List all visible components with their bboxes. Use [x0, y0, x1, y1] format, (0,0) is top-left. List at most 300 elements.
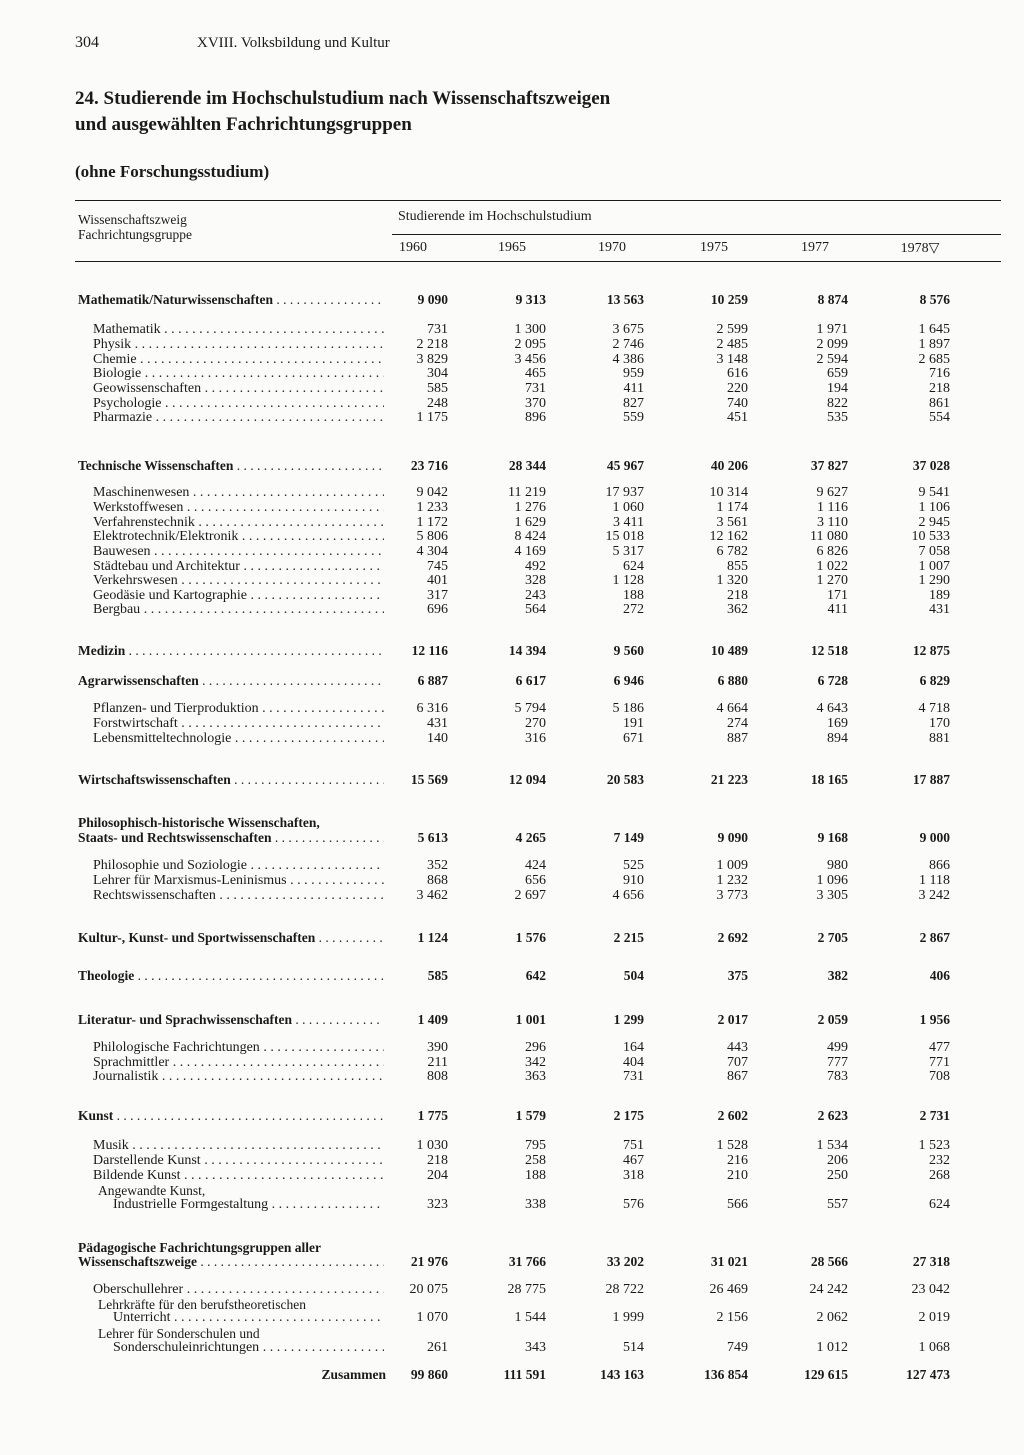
cell-value: 390	[427, 1040, 448, 1055]
cell-value: 1 012	[816, 1340, 848, 1355]
cell-value: 6 946	[613, 673, 644, 688]
cell-value: 1 233	[416, 500, 448, 515]
cell-value: 12 162	[709, 529, 748, 544]
cell-value: 216	[727, 1153, 748, 1168]
cell-value: 740	[727, 396, 748, 411]
table-row	[0, 292, 1024, 308]
cell-value: 451	[727, 410, 748, 425]
cell-value: 1 528	[716, 1138, 748, 1153]
page-number: 304	[75, 34, 99, 51]
cell-value: 492	[525, 559, 546, 574]
cell-value: 2 215	[613, 930, 644, 945]
cell-value: 585	[427, 381, 448, 396]
cell-value: 749	[727, 1340, 748, 1355]
cell-value: 3 462	[416, 888, 448, 903]
cell-value: 7 149	[613, 830, 644, 845]
cell-value: 1 579	[515, 1108, 546, 1123]
cell-value: 564	[525, 602, 546, 617]
cell-value: 1 096	[816, 873, 848, 888]
cell-value: 248	[427, 396, 448, 411]
cell-value: 1 999	[612, 1310, 644, 1325]
cell-value: 557	[827, 1197, 848, 1212]
table-row	[0, 602, 1024, 618]
cell-value: 771	[929, 1055, 950, 1070]
cell-value: 188	[623, 588, 644, 603]
table-row	[0, 701, 1024, 717]
cell-value: 4 664	[716, 701, 748, 716]
cell-value: 910	[623, 873, 644, 888]
cell-value: 2 017	[717, 1012, 748, 1027]
cell-value: 2 945	[918, 515, 950, 530]
cell-value: 1 270	[816, 573, 848, 588]
cell-value: 318	[623, 1168, 644, 1183]
cell-value: 4 386	[612, 352, 644, 367]
cell-value: 136 854	[704, 1367, 748, 1382]
cell-value: 210	[727, 1168, 748, 1183]
cell-value: 129 615	[804, 1367, 848, 1382]
cell-value: 3 411	[613, 515, 644, 530]
cell-value: 6 617	[515, 673, 546, 688]
row-label: Sonderschuleinrichtungen . . .	[113, 1340, 384, 1356]
column-group-rule	[392, 234, 1001, 235]
cell-value: 12 518	[810, 643, 848, 658]
cell-value: 218	[727, 588, 748, 603]
cell-value: 15 569	[410, 772, 448, 787]
year-header: 1965	[498, 240, 526, 255]
cell-value: 11 080	[810, 529, 848, 544]
cell-value: 12 116	[411, 643, 448, 658]
cell-value: 11 219	[508, 485, 546, 500]
year-header: 1978▽	[900, 241, 940, 256]
row-label: Musik . . .	[93, 1138, 384, 1154]
cell-value: 243	[525, 588, 546, 603]
row-label: Technische Wissenschaften . . .	[78, 458, 384, 474]
cell-value: 1 172	[416, 515, 448, 530]
row-label: Kultur-, Kunst- und Sportwissenschaften . . .	[78, 930, 384, 946]
cell-value: 2 062	[816, 1310, 848, 1325]
row-label: Unterricht . . .	[113, 1310, 384, 1326]
table-row	[0, 731, 1024, 747]
row-label: Agrarwissenschaften . . .	[78, 673, 384, 689]
cell-value: 6 826	[816, 544, 848, 559]
cell-value: 189	[929, 588, 950, 603]
cell-value: 8 424	[514, 529, 546, 544]
table-row	[0, 410, 1024, 426]
cell-value: 2 692	[717, 930, 748, 945]
cell-value: 5 317	[612, 544, 644, 559]
cell-value: 1 124	[417, 930, 448, 945]
table-total-row	[0, 1367, 1024, 1383]
cell-value: 23 716	[410, 458, 448, 473]
table-row	[0, 772, 1024, 788]
row-label: Philologische Fachrichtungen . . .	[93, 1040, 384, 1056]
cell-value: 204	[427, 1168, 448, 1183]
cell-value: 18 165	[810, 772, 848, 787]
cell-value: 21 223	[710, 772, 748, 787]
cell-value: 559	[623, 410, 644, 425]
running-head	[75, 34, 390, 52]
cell-value: 24 242	[809, 1282, 848, 1297]
stub-header	[78, 212, 192, 242]
cell-value: 2 602	[717, 1108, 748, 1123]
cell-value: 37 827	[810, 458, 848, 473]
cell-value: 6 880	[717, 673, 748, 688]
cell-value: 1 116	[817, 500, 848, 515]
cell-value: 1 971	[816, 322, 848, 337]
cell-value: 4 718	[918, 701, 950, 716]
row-label: Bauwesen . . .	[93, 544, 384, 560]
cell-value: 28 722	[605, 1282, 644, 1297]
year-header: 1975	[700, 240, 728, 255]
row-label: Theologie . . .	[78, 968, 384, 984]
cell-value: 188	[525, 1168, 546, 1183]
cell-value: 1 001	[515, 1012, 546, 1027]
cell-value: 465	[525, 366, 546, 381]
cell-value: 411	[827, 602, 848, 617]
cell-value: 99 860	[410, 1367, 448, 1382]
cell-value: 316	[525, 731, 546, 746]
table-row	[0, 1153, 1024, 1169]
row-label: Verfahrenstechnik . . .	[93, 515, 384, 531]
cell-value: 716	[929, 366, 950, 381]
cell-value: 867	[727, 1069, 748, 1084]
cell-value: 2 095	[514, 337, 546, 352]
table-row	[0, 573, 1024, 589]
row-label: Sprachmittler . . .	[93, 1055, 384, 1071]
cell-value: 1 175	[416, 410, 448, 425]
cell-value: 2 867	[919, 930, 950, 945]
cell-value: 566	[727, 1197, 748, 1212]
cell-value: 218	[929, 381, 950, 396]
cell-value: 194	[827, 381, 848, 396]
year-header: 1960	[399, 240, 427, 255]
cell-value: 317	[427, 588, 448, 603]
cell-value: 143 163	[600, 1367, 644, 1382]
cell-value: 861	[929, 396, 950, 411]
cell-value: 504	[623, 968, 644, 983]
cell-value: 411	[623, 381, 644, 396]
cell-value: 1 645	[918, 322, 950, 337]
cell-value: 642	[525, 968, 546, 983]
cell-value: 211	[427, 1055, 448, 1070]
cell-value: 514	[623, 1340, 644, 1355]
cell-value: 2 697	[514, 888, 546, 903]
table-row	[0, 366, 1024, 382]
cell-value: 1 106	[918, 500, 950, 515]
cell-value: 431	[929, 602, 950, 617]
cell-value: 33 202	[606, 1254, 644, 1269]
row-label: Geowissenschaften . . .	[93, 381, 384, 397]
row-label: Pflanzen- und Tierproduktion . . .	[93, 701, 384, 717]
cell-value: 111 591	[503, 1367, 546, 1382]
cell-value: 585	[427, 968, 448, 983]
row-label: Maschinenwesen . . .	[93, 485, 384, 501]
cell-value: 12 094	[508, 772, 546, 787]
row-label: Wissenschaftszweige . . .	[78, 1254, 384, 1270]
row-label: Medizin . . .	[78, 643, 384, 659]
cell-value: 3 773	[716, 888, 748, 903]
row-label: Philosophie und Soziologie . . .	[93, 858, 384, 874]
table-row	[0, 1168, 1024, 1184]
cell-value: 40 206	[710, 458, 748, 473]
cell-value: 2 623	[817, 1108, 848, 1123]
cell-value: 2 705	[817, 930, 848, 945]
cell-value: 3 456	[514, 352, 546, 367]
cell-value: 9 541	[918, 485, 950, 500]
table-title	[75, 86, 975, 138]
cell-value: 3 675	[612, 322, 644, 337]
cell-value: 171	[827, 588, 848, 603]
row-label: Oberschullehrer . . .	[93, 1282, 384, 1298]
cell-value: 1 897	[918, 337, 950, 352]
cell-value: 2 218	[416, 337, 448, 352]
cell-value: 170	[929, 716, 950, 731]
cell-value: 980	[827, 858, 848, 873]
row-label: Psychologie . . .	[93, 396, 384, 412]
stub-header-line1: Wissenschaftszweig	[78, 212, 187, 227]
cell-value: 5 794	[514, 701, 546, 716]
table-row	[0, 1340, 1024, 1356]
cell-value: 894	[827, 731, 848, 746]
cell-value: 731	[427, 322, 448, 337]
row-label-line1: Lehrer für Sonderschulen und	[98, 1326, 260, 1341]
cell-value: 731	[525, 381, 546, 396]
cell-value: 13 563	[606, 292, 644, 307]
cell-value: 274	[727, 716, 748, 731]
row-label: Städtebau und Architektur . . .	[93, 559, 384, 575]
cell-value: 4 265	[515, 830, 546, 845]
cell-value: 3 148	[716, 352, 748, 367]
table-title-line2: und ausgewählten Fachrichtungsgruppen	[75, 114, 412, 135]
cell-value: 3 242	[918, 888, 950, 903]
cell-value: 9 042	[416, 485, 448, 500]
cell-value: 2 156	[716, 1310, 748, 1325]
cell-value: 2 599	[716, 322, 748, 337]
cell-value: 477	[929, 1040, 950, 1055]
cell-value: 6 782	[716, 544, 748, 559]
row-label: Forstwirtschaft . . .	[93, 716, 384, 732]
cell-value: 8 576	[919, 292, 950, 307]
cell-value: 250	[827, 1168, 848, 1183]
cell-value: 467	[623, 1153, 644, 1168]
cell-value: 1 290	[918, 573, 950, 588]
cell-value: 9 168	[817, 830, 848, 845]
cell-value: 1 060	[612, 500, 644, 515]
row-label: Darstellende Kunst . . .	[93, 1153, 384, 1169]
cell-value: 1 174	[716, 500, 748, 515]
cell-value: 15 018	[605, 529, 644, 544]
table-subtitle: (ohne Forschungsstudium)	[75, 162, 270, 181]
cell-value: 671	[623, 731, 644, 746]
table-top-rule	[75, 200, 1001, 201]
cell-value: 26 469	[709, 1282, 748, 1297]
cell-value: 261	[427, 1340, 448, 1355]
cell-value: 1 009	[716, 858, 748, 873]
table-row	[0, 529, 1024, 545]
cell-value: 576	[623, 1197, 644, 1212]
row-label-line1: Angewandte Kunst,	[98, 1183, 206, 1198]
cell-value: 887	[727, 731, 748, 746]
cell-value: 232	[929, 1153, 950, 1168]
cell-value: 2 485	[716, 337, 748, 352]
cell-value: 5 806	[416, 529, 448, 544]
row-label: Physik . . .	[93, 337, 384, 353]
table-title-line1: 24. Studierende im Hochschulstudium nach Wissenschaftszweigen	[75, 88, 611, 109]
cell-value: 1 030	[416, 1138, 448, 1153]
table-row	[0, 1310, 1024, 1326]
cell-value: 1 068	[918, 1340, 950, 1355]
column-group-header: Studierende im Hochschulstudium	[398, 209, 592, 224]
table-row	[0, 500, 1024, 516]
table-row	[0, 1254, 1024, 1270]
cell-value: 745	[427, 559, 448, 574]
cell-value: 28 566	[810, 1254, 848, 1269]
cell-value: 1 409	[417, 1012, 448, 1027]
cell-value: 164	[623, 1040, 644, 1055]
cell-value: 1 300	[514, 322, 546, 337]
cell-value: 5 186	[612, 701, 644, 716]
cell-value: 296	[525, 1040, 546, 1055]
cell-value: 1 576	[515, 930, 546, 945]
cell-value: 535	[827, 410, 848, 425]
cell-value: 304	[427, 366, 448, 381]
cell-value: 2 059	[817, 1012, 848, 1027]
table-row	[0, 968, 1024, 984]
cell-value: 28 344	[508, 458, 546, 473]
cell-value: 12 875	[912, 643, 950, 658]
table-row	[0, 1197, 1024, 1213]
cell-value: 268	[929, 1168, 950, 1183]
year-header: 1970	[598, 240, 626, 255]
row-label: Zusammen	[321, 1367, 386, 1382]
cell-value: 1 118	[919, 873, 950, 888]
cell-value: 10 259	[710, 292, 748, 307]
table-row	[0, 1108, 1024, 1124]
row-label: Staats- und Rechtswissenschaften . . .	[78, 830, 384, 846]
cell-value: 382	[827, 968, 848, 983]
table-row	[0, 830, 1024, 846]
cell-value: 855	[727, 559, 748, 574]
cell-value: 2 594	[816, 352, 848, 367]
cell-value: 401	[427, 573, 448, 588]
cell-value: 10 314	[709, 485, 748, 500]
cell-value: 363	[525, 1069, 546, 1084]
cell-value: 7 058	[918, 544, 950, 559]
cell-value: 17 887	[912, 772, 950, 787]
cell-value: 866	[929, 858, 950, 873]
cell-value: 2 175	[613, 1108, 644, 1123]
cell-value: 10 533	[911, 529, 950, 544]
cell-value: 696	[427, 602, 448, 617]
cell-value: 443	[727, 1040, 748, 1055]
cell-value: 9 090	[717, 830, 748, 845]
cell-value: 8 874	[817, 292, 848, 307]
table-row	[0, 716, 1024, 732]
row-label: Bildende Kunst . . .	[93, 1168, 384, 1184]
row-label: Elektrotechnik/Elektronik . . .	[93, 529, 384, 545]
cell-value: 370	[525, 396, 546, 411]
row-label: Biologie . . .	[93, 366, 384, 382]
cell-value: 822	[827, 396, 848, 411]
cell-value: 777	[827, 1055, 848, 1070]
cell-value: 140	[427, 731, 448, 746]
cell-value: 362	[727, 602, 748, 617]
cell-value: 959	[623, 366, 644, 381]
cell-value: 191	[623, 716, 644, 731]
cell-value: 1 070	[416, 1310, 448, 1325]
cell-value: 1 320	[716, 573, 748, 588]
table-row	[0, 381, 1024, 397]
cell-value: 20 075	[409, 1282, 448, 1297]
cell-value: 896	[525, 410, 546, 425]
cell-value: 731	[623, 1069, 644, 1084]
cell-value: 1 232	[716, 873, 748, 888]
table-row	[0, 1069, 1024, 1085]
cell-value: 6 316	[416, 701, 448, 716]
cell-value: 868	[427, 873, 448, 888]
cell-value: 2 685	[918, 352, 950, 367]
cell-value: 5 613	[417, 830, 448, 845]
row-label-line1: Lehrkräfte für den berufstheoretischen	[98, 1297, 307, 1312]
row-label: Lebensmitteltechnologie . . .	[93, 731, 384, 747]
cell-value: 45 967	[606, 458, 644, 473]
cell-value: 1 956	[919, 1012, 950, 1027]
cell-value: 375	[727, 968, 748, 983]
row-label-line1: Pädagogische Fachrichtungsgruppen aller	[78, 1240, 322, 1255]
cell-value: 881	[929, 731, 950, 746]
cell-value: 2 019	[918, 1310, 950, 1325]
cell-value: 624	[623, 559, 644, 574]
cell-value: 218	[427, 1153, 448, 1168]
cell-value: 4 169	[514, 544, 546, 559]
cell-value: 424	[525, 858, 546, 873]
cell-value: 707	[727, 1055, 748, 1070]
cell-value: 258	[525, 1153, 546, 1168]
cell-value: 656	[525, 873, 546, 888]
cell-value: 1 007	[918, 559, 950, 574]
table-row	[0, 544, 1024, 560]
cell-value: 17 937	[605, 485, 644, 500]
row-label: Rechtswissenschaften . . .	[93, 888, 384, 904]
cell-value: 342	[525, 1055, 546, 1070]
cell-value: 3 829	[416, 352, 448, 367]
cell-value: 272	[623, 602, 644, 617]
table-row	[0, 1040, 1024, 1056]
chapter-title: XVIII. Volksbildung und Kultur	[197, 35, 390, 51]
table-row	[0, 1138, 1024, 1154]
row-label-line1: Philosophisch-historische Wissenschaften,	[78, 815, 320, 830]
cell-value: 127 473	[906, 1367, 950, 1382]
cell-value: 1 523	[918, 1138, 950, 1153]
cell-value: 751	[623, 1138, 644, 1153]
cell-value: 37 028	[912, 458, 950, 473]
cell-value: 14 394	[508, 643, 546, 658]
cell-value: 4 656	[612, 888, 644, 903]
cell-value: 6 728	[817, 673, 848, 688]
cell-value: 827	[623, 396, 644, 411]
cell-value: 270	[525, 716, 546, 731]
cell-value: 1 775	[417, 1108, 448, 1123]
row-label: Bergbau . . .	[93, 602, 384, 618]
row-label: Industrielle Formgestaltung . . .	[113, 1197, 384, 1213]
cell-value: 525	[623, 858, 644, 873]
table-row	[0, 873, 1024, 889]
row-label: Chemie . . .	[93, 352, 384, 368]
cell-value: 3 110	[817, 515, 848, 530]
cell-value: 2 746	[612, 337, 644, 352]
table-row	[0, 458, 1024, 474]
table-row	[0, 1282, 1024, 1298]
